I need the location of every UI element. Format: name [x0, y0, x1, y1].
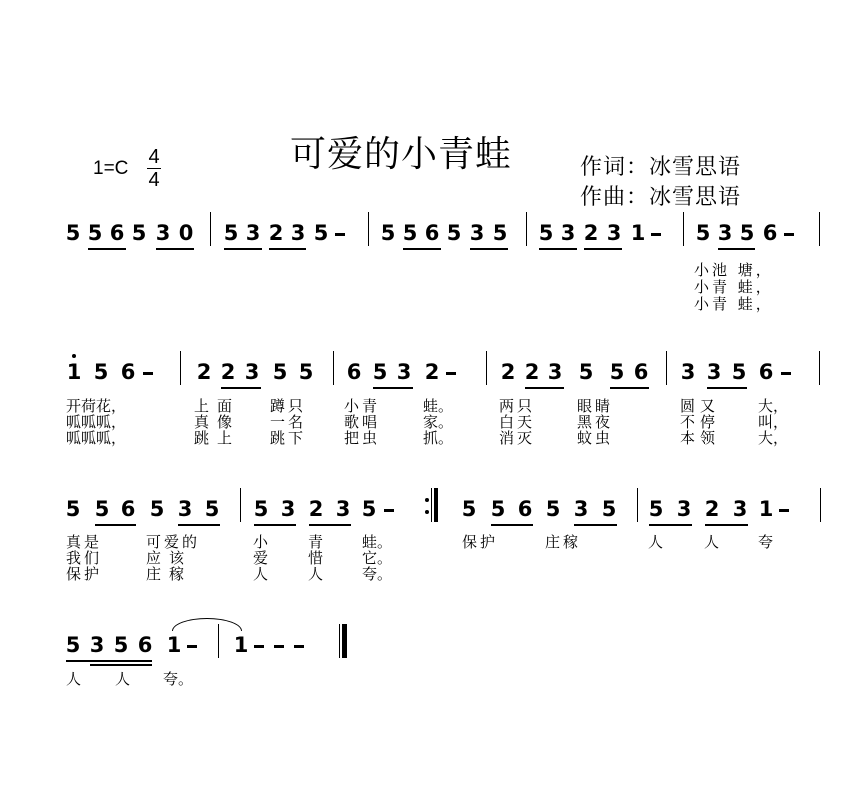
high-octave-dot [72, 354, 76, 358]
barline [666, 351, 667, 385]
note: 5 [131, 221, 147, 245]
note: 6 [633, 360, 649, 384]
lyric-word: 夸 [758, 533, 774, 551]
lyric-word: 人 [648, 533, 664, 551]
note: 1 [758, 497, 774, 521]
lyric-word: 青 [308, 533, 324, 551]
note: 2 [500, 360, 516, 384]
note: 3 [396, 360, 412, 384]
barline [218, 624, 219, 658]
eighth-underline [178, 524, 220, 526]
lyric-word: 蚊虫 [577, 429, 614, 447]
dash [384, 509, 394, 512]
eighth-underline [254, 524, 296, 526]
note: 5 [272, 360, 288, 384]
note: 3 [573, 497, 589, 521]
lyric-word: 黑夜 [577, 413, 614, 431]
note: 6 [424, 221, 440, 245]
note: 5 [695, 221, 711, 245]
eighth-underline [705, 524, 748, 526]
dash [651, 233, 661, 236]
note: 2 [583, 221, 599, 245]
final-barline-thick [342, 624, 347, 658]
note: 5 [609, 360, 625, 384]
eighth-underline [66, 660, 152, 662]
note: 5 [492, 221, 508, 245]
lyric-word: 真是 [66, 533, 103, 551]
note: 3 [89, 633, 105, 657]
lyric-word: 眼睛 [577, 397, 614, 415]
note: 3 [706, 360, 722, 384]
lyric-word: 庄稼 [146, 565, 193, 583]
lyric-word: 爱 [253, 549, 269, 567]
eighth-underline [95, 524, 136, 526]
note: 1 [166, 633, 182, 657]
dash [784, 233, 794, 236]
lyric-word: 抓。 [423, 429, 454, 447]
repeat-barline [434, 488, 438, 522]
note: 5 [93, 360, 109, 384]
barline [431, 488, 432, 522]
note: 3 [560, 221, 576, 245]
lyric-word: 上面 [194, 397, 241, 415]
repeat-dot [425, 510, 429, 514]
dash [143, 372, 153, 375]
dash [781, 372, 791, 375]
note: 5 [65, 221, 81, 245]
barline [819, 351, 820, 385]
note: 5 [538, 221, 554, 245]
note: 6 [517, 497, 533, 521]
lyric-word: 圆又 [680, 397, 721, 415]
dash [335, 233, 345, 236]
eighth-underline [610, 387, 649, 389]
eighth-underline [539, 248, 577, 250]
eighth-underline [309, 524, 351, 526]
note: 5 [65, 633, 81, 657]
final-barline-thin [339, 624, 340, 658]
lyric-word: 蛙。 [362, 533, 393, 551]
lyric-word: 大， [758, 429, 789, 447]
barline [368, 212, 369, 246]
note: 5 [204, 497, 220, 521]
dash [294, 645, 304, 648]
note: 2 [196, 360, 212, 384]
dash [446, 372, 456, 375]
music-row-4 [0, 632, 851, 672]
barline [820, 488, 821, 522]
barline [180, 351, 181, 385]
lyric-word: 叫， [758, 413, 789, 431]
note: 3 [290, 221, 306, 245]
lyric-word: 不停 [680, 413, 721, 431]
lyric-word: 大， [758, 397, 789, 415]
note: 1 [630, 221, 646, 245]
note: 5 [545, 497, 561, 521]
lyric-word: 消灭 [499, 429, 536, 447]
sixteenth-underline [90, 664, 152, 666]
note: 3 [547, 360, 563, 384]
lyric-word: 跳上 [194, 429, 241, 447]
dash [254, 645, 264, 648]
dash [187, 645, 197, 648]
barline [637, 488, 638, 522]
lyric-word: 人 [115, 670, 131, 688]
lyric-word: 白天 [499, 413, 536, 431]
song-title: 可爱的小青蛙 [290, 134, 513, 175]
lyric-word: 本领 [680, 429, 721, 447]
note: 3 [244, 360, 260, 384]
note: 2 [524, 360, 540, 384]
note: 5 [87, 221, 103, 245]
note: 5 [731, 360, 747, 384]
note: 3 [606, 221, 622, 245]
lyric-word: 保护 [462, 533, 499, 551]
lyric-word: 两只 [499, 397, 536, 415]
note: 3 [335, 497, 351, 521]
note: 5 [380, 221, 396, 245]
note: 5 [578, 360, 594, 384]
eighth-underline [269, 248, 306, 250]
barline [210, 212, 211, 246]
time-signature-top: 4 [148, 146, 160, 168]
barline [683, 212, 684, 246]
eighth-underline [574, 524, 617, 526]
note: 6 [137, 633, 153, 657]
note: 5 [223, 221, 239, 245]
note: 3 [177, 497, 193, 521]
note: 5 [461, 497, 477, 521]
lyric-word: 庄稼 [545, 533, 582, 551]
note: 5 [402, 221, 418, 245]
note: 1 [66, 360, 82, 384]
note: 5 [65, 497, 81, 521]
lyric-word: 呱呱呱， [66, 413, 127, 431]
lyric-word: 蹲只 [270, 397, 307, 415]
composer-credit: 作曲：冰雪思语 [580, 185, 742, 210]
lyric-word: 保护 [66, 565, 103, 583]
lyric-line: 小青 蛙， [694, 278, 774, 296]
music-row-3 [0, 496, 851, 536]
note: 3 [280, 497, 296, 521]
note: 5 [253, 497, 269, 521]
eighth-underline [649, 524, 692, 526]
note: 3 [680, 360, 696, 384]
note: 5 [648, 497, 664, 521]
note: 5 [601, 497, 617, 521]
eighth-underline [403, 248, 441, 250]
note: 5 [94, 497, 110, 521]
music-row-2 [0, 359, 851, 399]
lyric-word: 蛙。 [423, 397, 454, 415]
note: 6 [346, 360, 362, 384]
note: 2 [308, 497, 324, 521]
time-signature [147, 147, 161, 190]
eighth-underline [221, 387, 261, 389]
eighth-underline [525, 387, 564, 389]
eighth-underline [584, 248, 622, 250]
lyric-word: 人 [66, 670, 82, 688]
note: 6 [120, 360, 136, 384]
lyricist-credit: 作词：冰雪思语 [580, 155, 742, 180]
note: 3 [676, 497, 692, 521]
lyric-word: 人 [253, 565, 269, 583]
note: 2 [424, 360, 440, 384]
lyric-word: 夸。 [362, 565, 393, 583]
dash [274, 645, 284, 648]
lyric-word: 可爱的 [146, 533, 201, 551]
lyric-word: 我们 [66, 549, 103, 567]
note: 2 [220, 360, 236, 384]
lyric-word: 应该 [146, 549, 193, 567]
note: 3 [717, 221, 733, 245]
note: 1 [233, 633, 249, 657]
note: 5 [113, 633, 129, 657]
eighth-underline [718, 248, 755, 250]
note: 2 [704, 497, 720, 521]
note: 6 [109, 221, 125, 245]
lyric-word: 夸。 [163, 670, 194, 688]
lyric-word: 小青 [344, 397, 381, 415]
lyric-line: 小池 塘， [694, 261, 774, 279]
note: 5 [490, 497, 506, 521]
lyric-word: 一名 [270, 413, 307, 431]
barline [486, 351, 487, 385]
note: 0 [178, 221, 194, 245]
lyric-word: 把虫 [344, 429, 381, 447]
barline [819, 212, 820, 246]
note: 6 [758, 360, 774, 384]
key-signature: 1=C [93, 158, 129, 179]
lyric-word: 小 [253, 533, 269, 551]
barline [240, 488, 241, 522]
note: 6 [762, 221, 778, 245]
lyric-word: 惜 [308, 549, 324, 567]
eighth-underline [88, 248, 126, 250]
lyric-word: 歌唱 [344, 413, 381, 431]
time-signature-bottom: 4 [148, 169, 160, 191]
music-row-1 [0, 220, 851, 260]
note: 5 [298, 360, 314, 384]
lyric-word: 开荷花， [66, 397, 127, 415]
lyric-word: 家。 [423, 413, 454, 431]
eighth-underline [224, 248, 262, 250]
note: 5 [739, 221, 755, 245]
note: 3 [245, 221, 261, 245]
note: 5 [361, 497, 377, 521]
note: 5 [372, 360, 388, 384]
barline [526, 212, 527, 246]
note: 6 [120, 497, 136, 521]
lyric-word: 人 [308, 565, 324, 583]
tie-slur [172, 618, 242, 631]
lyric-word: 人 [704, 533, 720, 551]
note: 2 [268, 221, 284, 245]
note: 5 [149, 497, 165, 521]
lyric-word: 跳下 [270, 429, 307, 447]
note: 3 [155, 221, 171, 245]
note: 3 [732, 497, 748, 521]
note: 3 [469, 221, 485, 245]
eighth-underline [156, 248, 194, 250]
eighth-underline [373, 387, 413, 389]
lyric-word: 它。 [362, 549, 393, 567]
dash [779, 509, 789, 512]
lyric-word: 呱呱呱， [66, 429, 127, 447]
note: 5 [313, 221, 329, 245]
eighth-underline [491, 524, 533, 526]
note: 5 [446, 221, 462, 245]
lyric-line: 小青 蛙， [694, 295, 774, 313]
lyric-word: 真像 [194, 413, 241, 431]
eighth-underline [707, 387, 747, 389]
barline [333, 351, 334, 385]
repeat-dot [425, 498, 429, 502]
eighth-underline [470, 248, 508, 250]
